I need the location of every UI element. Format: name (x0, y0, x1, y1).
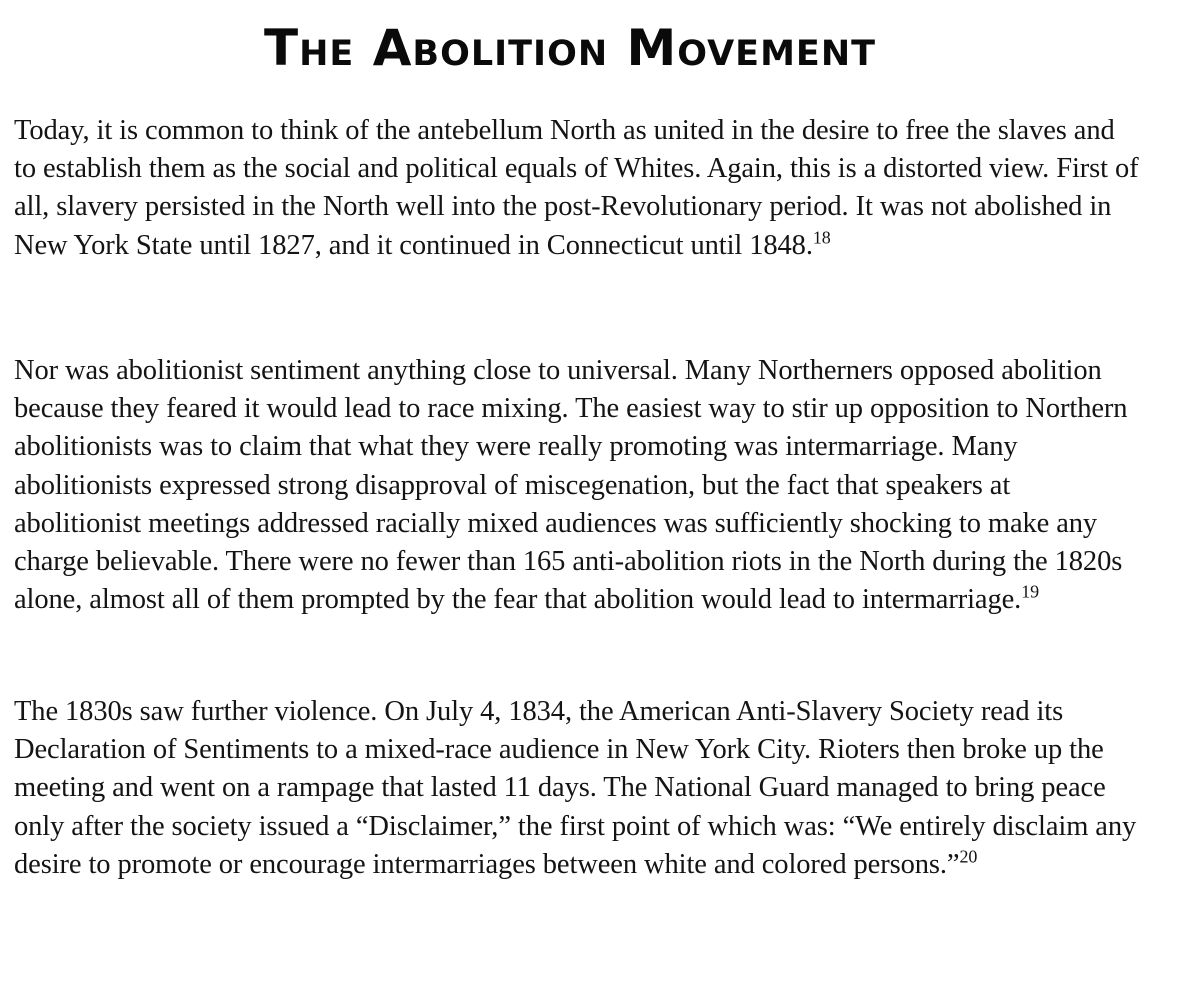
paragraph-3 (14, 693, 1139, 884)
footnote-18: 18 (812, 227, 831, 248)
paragraph-3-text: The 1830s saw further violence. On July 4, 1834, the American Anti-Slavery Society read its Declaration of Sentiments to a mixed-race audience in New York City. Rioters then broke up the meeting and went on a rampage that lasted 11 days. The National Guard managed to bring peace only after the society issued a “Disclaimer,” the first point of which was: “We entirely disclaim any desire to promote or encourage intermarriages between white and colored persons.” (14, 696, 1137, 880)
paragraph-2-text: Nor was abolitionist sentiment anything close to universal. Many Northerners opposed abolition because they feared it would lead to race mixing. The easiest way to stir up opposition to Northern abolitionists was to claim that what they were really promoting was intermarriage. Many abolitionists expressed strong disapproval of miscegenation, but the fact that speakers at abolitionist meetings addressed racially mixed audiences was sufficiently shocking to make any charge believable. There were no fewer than 165 anti-abolition riots in the North during the 1820s alone, almost all of them prompted by the fear that abolition would lead to intermarriage. (14, 355, 1128, 616)
page-title: The Abolition Movement (264, 19, 876, 77)
paragraph-2 (14, 352, 1139, 619)
paragraph-1-text: Today, it is common to think of the antebellum North as united in the desire to free the slaves and to establish them as the social and political equals of Whites. Again, this is a distorted view. First of all, slavery persisted in the North well into the post-Revolutionary period. It was not abolished in New York State until 1827, and it continued in Connecticut until 1848. (14, 115, 1139, 261)
footnote-20: 20 (959, 846, 978, 867)
footnote-19: 19 (1021, 581, 1040, 602)
paragraph-1 (14, 112, 1139, 265)
